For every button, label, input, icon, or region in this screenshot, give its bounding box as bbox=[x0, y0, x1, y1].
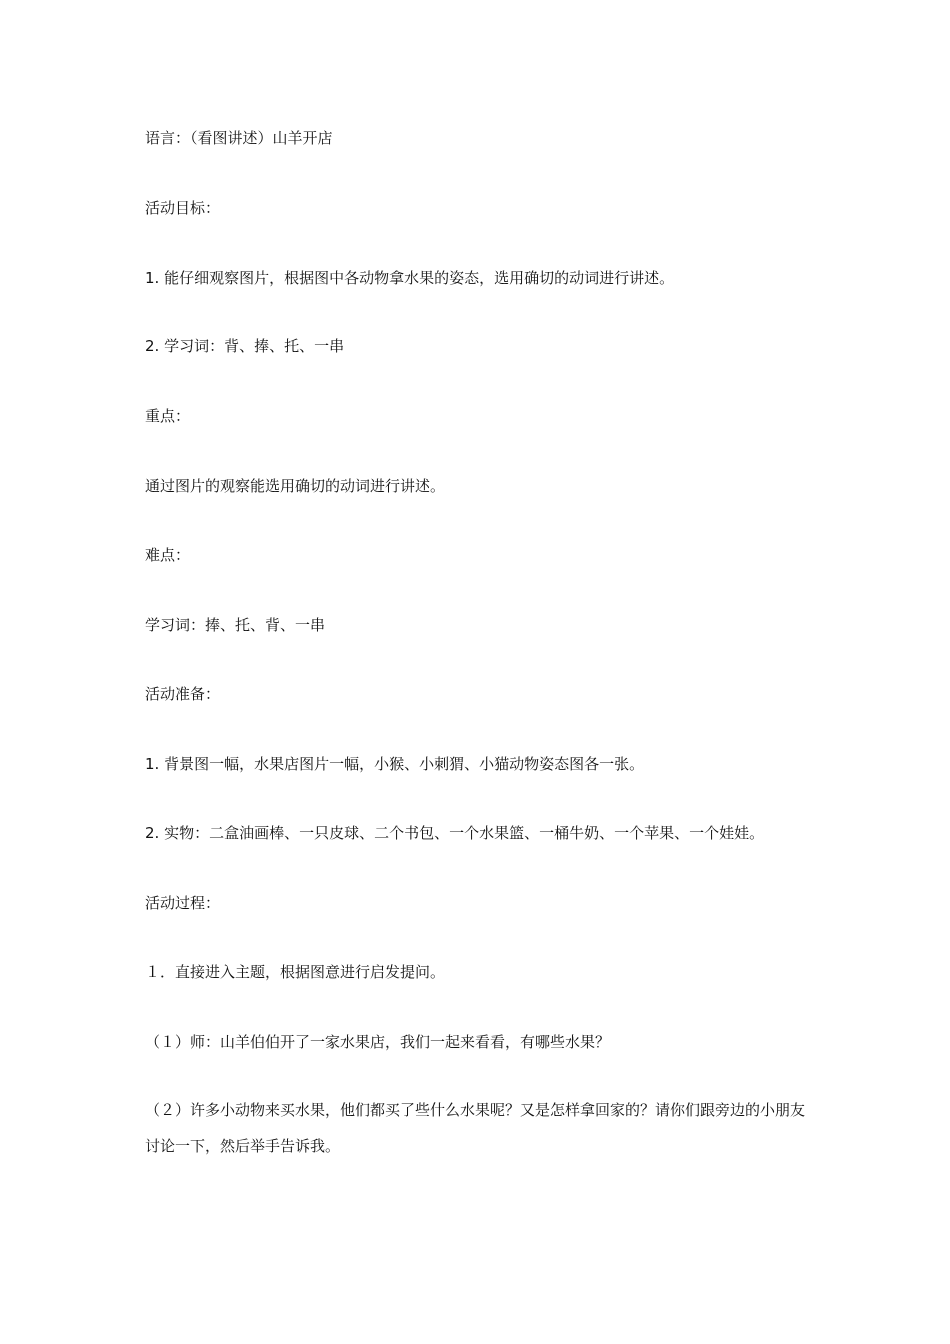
difficulty-heading: 难点： bbox=[145, 546, 191, 564]
goal-2-number: 2. bbox=[145, 337, 160, 355]
goal-1-text: 能仔细观察图片，根据图中各动物拿水果的姿态，选用确切的动词进行讲述。 bbox=[164, 269, 675, 287]
key-point-heading: 重点： bbox=[145, 407, 191, 425]
document-title: 语言：（看图讲述）山羊开店 bbox=[145, 129, 333, 147]
goals-heading: 活动目标： bbox=[145, 199, 221, 217]
process-step-1: １．直接进入主题，根据图意进行启发提问。 bbox=[145, 963, 446, 981]
prep-1-number: 1. bbox=[145, 755, 160, 773]
prep-2-text: 实物：二盒油画棒、一只皮球、二个书包、一个水果篮、一桶牛奶、一个苹果、一个娃娃。 bbox=[164, 824, 765, 842]
difficulty-text: 学习词：捧、托、背、一串 bbox=[145, 616, 326, 634]
process-heading: 活动过程： bbox=[145, 894, 221, 912]
process-step-1-2: （２）许多小动物来买水果，他们都买了些什么水果呢？又是怎样拿回家的？请你们跟旁边的小朋友讨论一下，然后举手告诉我。 bbox=[145, 1101, 806, 1155]
prep-item-2 bbox=[145, 823, 764, 843]
goal-item-2 bbox=[145, 336, 344, 356]
goal-1-number: 1. bbox=[145, 269, 160, 287]
goal-item-1 bbox=[145, 268, 674, 288]
goal-2-text: 学习词：背、捧、托、一串 bbox=[164, 337, 345, 355]
prep-1-text: 背景图一幅，水果店图片一幅，小猴、小刺猬、小猫动物姿态图各一张。 bbox=[164, 755, 645, 773]
prep-item-1 bbox=[145, 754, 644, 774]
key-point-text: 通过图片的观察能选用确切的动词进行讲述。 bbox=[145, 477, 446, 495]
prep-heading: 活动准备： bbox=[145, 685, 221, 703]
process-step-1-1: （１）师：山羊伯伯开了一家水果店，我们一起来看看，有哪些水果？ bbox=[145, 1033, 611, 1051]
prep-2-number: 2. bbox=[145, 824, 160, 842]
